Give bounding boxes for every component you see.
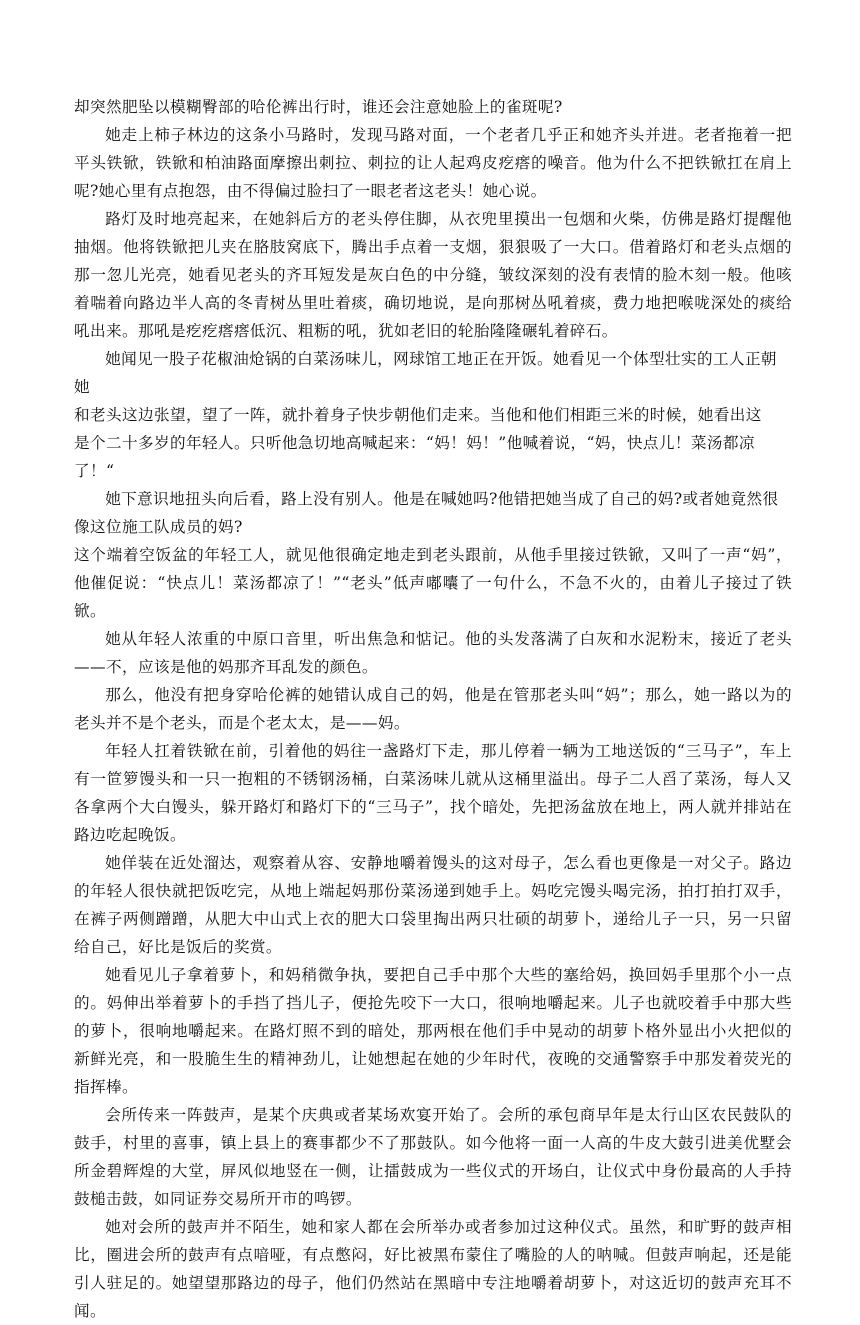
article-body bbox=[74, 93, 792, 1325]
paragraph: 路灯及时地亮起来，在她斜后方的老头停住脚，从衣兜里摸出一包烟和火柴，仿佛是路灯提醒他抽烟。他将铁锨把儿夹在胳肢窝底下，腾出手点着一支烟，狠狠吸了一大口。借着路灯和老头点烟的那一忽儿光亮，她看见老头的齐耳短发是灰白色的中分缝，皱纹深刻的没有表情的脸木刻一般。他咳着喘着向路边半人高的冬青树丛里吐着痰，确切地说，是向那树丛吼着痰，费力地把喉咙深处的痰给吼出来。那吼是疙疙瘩瘩低沉、粗粝的吼，犹如老旧的轮胎隆隆碾轧着碎石。 bbox=[74, 210, 792, 340]
paragraph: 她闻见一股子花椒油炝锅的白菜汤味儿，网球馆工地正在开饭。她看见一个体型壮实的工人正朝她 和老头这边张望，望了一阵，就扑着身子快步朝他们走来。当他和他们相距三米的时候，她看出这 是个二十多岁的年轻人。只听他急切地高喊起来：“妈！妈！”他喊着说，“妈，快点儿！菜汤都凉 了！“ bbox=[74, 350, 777, 480]
paragraph: 她看见儿子拿着萝卜，和妈稍微争执，要把自己手中那个大些的塞给妈，换回妈手里那个小一点的。妈伸出举着萝卜的手挡了挡儿子，便抢先咬下一大口，很响地嚼起来。儿子也就咬着手中那大些的萝卜，很响地嚼起来。在路灯照不到的暗处，那两根在他们手中晃动的胡萝卜格外显出小火把似的新鲜光亮，和一股脆生生的精神劲儿，让她想起在她的少年时代，夜晚的交通警察手中那发着荧光的指挥棒。 bbox=[74, 966, 792, 1096]
paragraph: 这个端着空饭盆的年轻工人，就见他很确定地走到老头跟前，从他手里接过铁锨，又叫了一声“妈”，他催促说：“快点儿！菜汤都凉了！”“老头”低声嘟囔了一句什么，不急不火的，由着儿子接过了铁锨。 bbox=[74, 546, 792, 620]
paragraph: 年轻人扛着铁锨在前，引着他的妈往一盏路灯下走，那儿停着一辆为工地送饭的“三马子”，车上有一笸箩馒头和一只一抱粗的不锈钢汤桶，白菜汤味儿就从这桶里溢出。母子二人舀了菜汤，每人又各拿两个大白馒头，躲开路灯和路灯下的“三马子”，找个暗处，先把汤盆放在地上，两人就并排站在路边吃起晚饭。 bbox=[74, 742, 792, 844]
paragraph: 她下意识地扭头向后看，路上没有别人。他是在喊她吗?他错把她当成了自己的妈?或者她竟然很 像这位施工队成员的妈? bbox=[74, 490, 779, 536]
paragraph: 她从年轻人浓重的中原口音里，听出焦急和惦记。他的头发落满了白灰和水泥粉末，接近了老头——不，应该是他的妈那齐耳乱发的颜色。 bbox=[74, 630, 792, 676]
paragraph: 她对会所的鼓声并不陌生，她和家人都在会所举办或者参加过这种仪式。虽然，和旷野的鼓声相比，圈进会所的鼓声有点喑哑，有点憋闷，好比被黑布蒙住了嘴脸的人的呐喊。但鼓声响起，还是能引人驻足的。她望望那路边的母子，他们仍然站在黑暗中专注地嚼着胡萝卜，对这近切的鼓声充耳不闻。 bbox=[74, 1218, 792, 1320]
paragraph: 她佯装在近处溜达，观察着从容、安静地嚼着馒头的这对母子，怎么看也更像是一对父子。路边的年轻人很快就把饭吃完，从地上端起妈那份菜汤递到她手上。妈吃完馒头喝完汤，拍打拍打双手，在裤子两侧蹭蹭，从肥大中山式上衣的肥大口袋里掏出两只壮硕的胡萝卜，递给儿子一只，另一只留给自己，好比是饭后的奖赏。 bbox=[74, 854, 792, 956]
paragraph: 她走上柿子林边的这条小马路时，发现马路对面，一个老者几乎正和她齐头并进。老者拖着一把平头铁锨，铁锨和柏油路面摩擦出刺拉、刺拉的让人起鸡皮疙瘩的噪音。他为什么不把铁锨扛在肩上呢?她心里有点抱怨，由不得偏过脸扫了一眼老者这老头！她心说。 bbox=[74, 126, 792, 200]
paragraph: 那么，他没有把身穿哈伦裤的她错认成自己的妈，他是在管那老头叫“妈”；那么，她一路以为的老头并不是个老头，而是个老太太，是——妈。 bbox=[74, 686, 792, 732]
paragraph: 却突然肥坠以模糊臀部的哈伦裤出行时，谁还会注意她脸上的雀斑呢? bbox=[74, 98, 563, 116]
paragraph: 会所传来一阵鼓声，是某个庆典或者某场欢宴开始了。会所的承包商早年是太行山区农民鼓队的鼓手，村里的喜事，镇上县上的赛事都少不了那鼓队。如今他将一面一人高的牛皮大鼓引进美优墅会所金碧辉煌的大堂，屏风似地竖在一侧，让擂鼓成为一些仪式的开场白，让仪式中身份最高的人手持鼓槌击鼓，如同证券交易所开市的鸣锣。 bbox=[74, 1106, 792, 1208]
